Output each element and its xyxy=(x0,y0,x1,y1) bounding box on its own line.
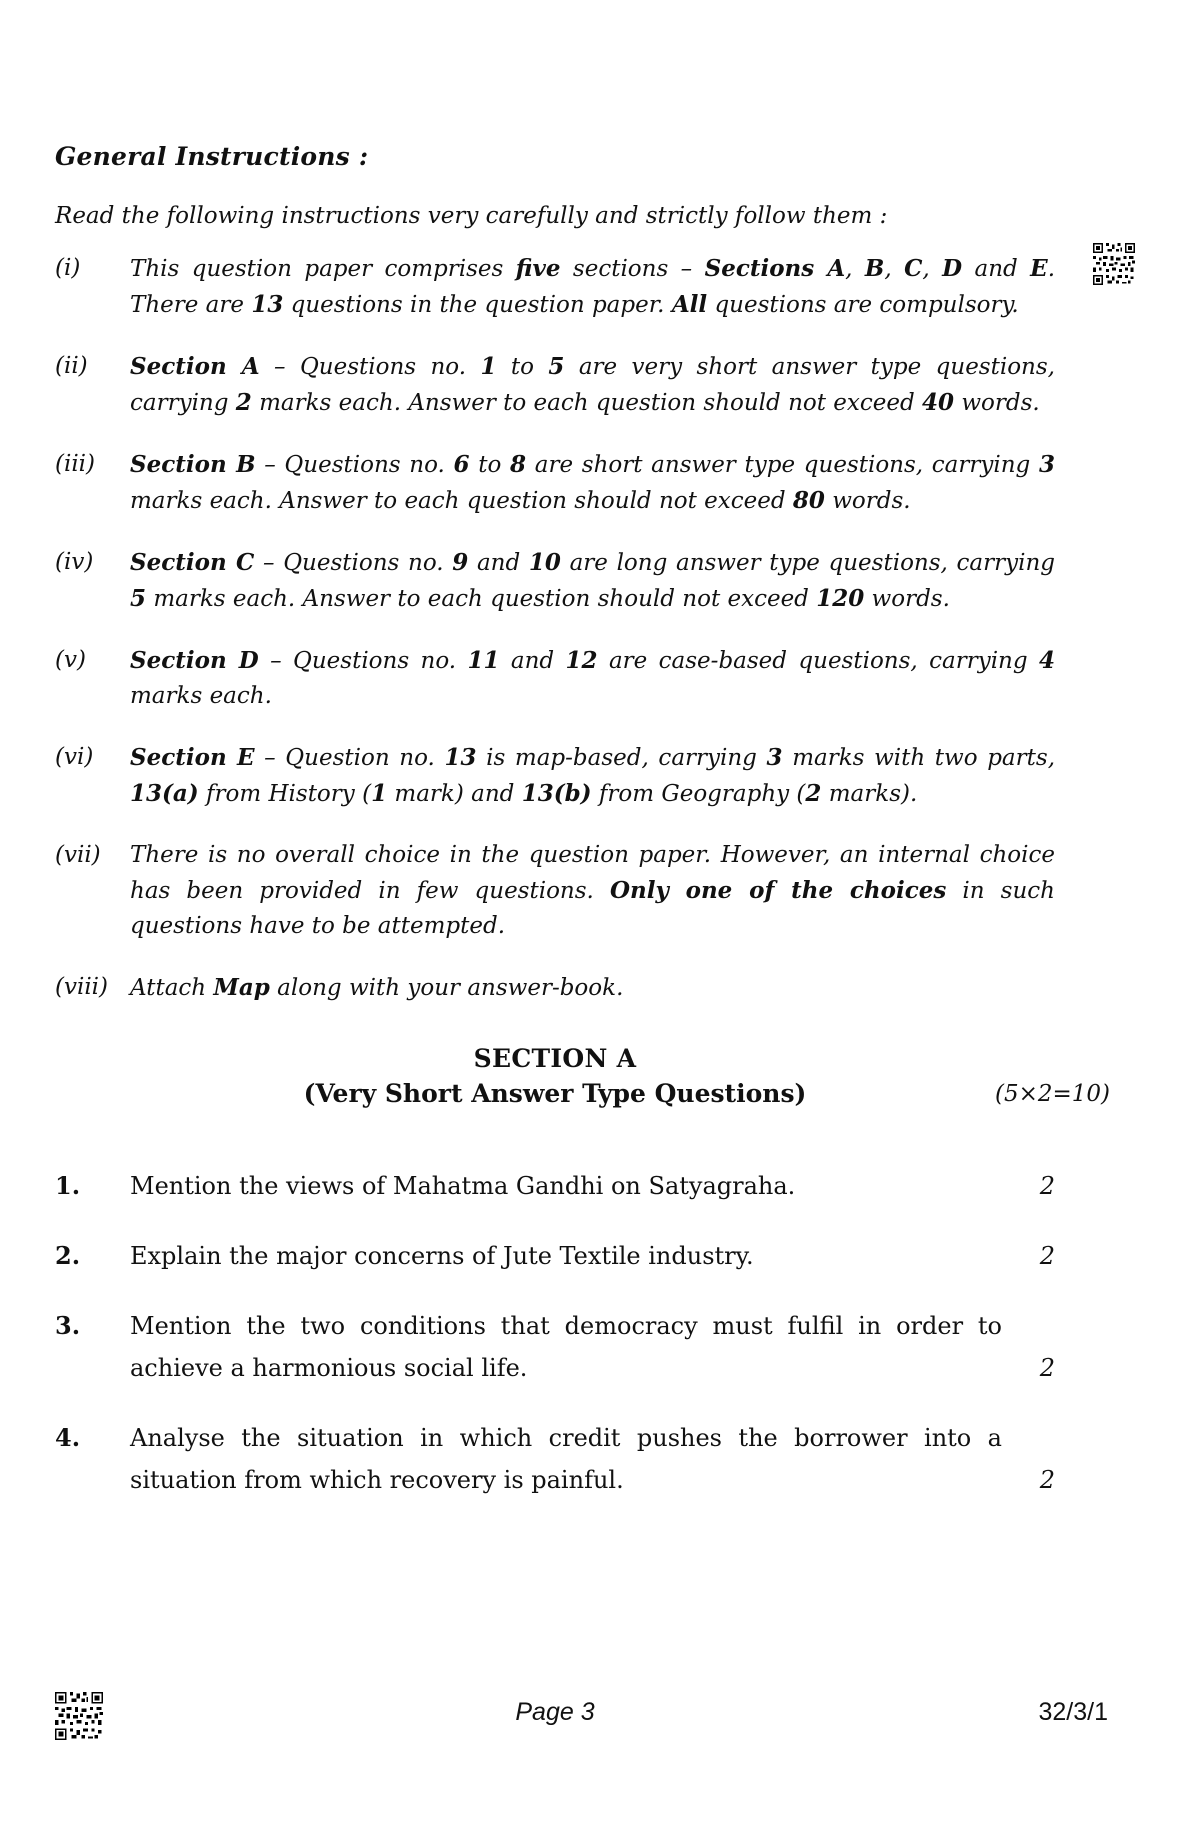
question-number: 2. xyxy=(55,1241,81,1270)
question-number: 4. xyxy=(55,1423,81,1452)
footer-paper-code: 32/3/1 xyxy=(1038,1698,1108,1726)
instruction-item xyxy=(55,545,1055,617)
instruction-label: (ii) xyxy=(55,353,88,379)
instruction-item xyxy=(55,447,1055,519)
instruction-label: (v) xyxy=(55,647,86,673)
instruction-label: (i) xyxy=(55,255,81,281)
section-a-subtitle-row xyxy=(55,1079,1110,1115)
instruction-text: This question paper comprises five sections – Sections A, B, C, D and E. There are 13 questions in the question paper. All questions are compulsory. xyxy=(130,255,1056,318)
question-marks: 2 xyxy=(1039,1172,1055,1200)
instructions-intro: Read the following instructions very carefully and strictly follow them : xyxy=(55,203,888,229)
instruction-item xyxy=(55,251,1055,323)
question-text: Mention the views of Mahatma Gandhi on Satyagraha. xyxy=(130,1172,796,1200)
instruction-item xyxy=(55,349,1055,421)
instruction-text: Section A – Questions no. 1 to 5 are very short answer type questions, carrying 2 marks each. Answer to each question should not exceed 40 words. xyxy=(130,353,1055,416)
question-marks: 2 xyxy=(1039,1466,1055,1494)
question-marks: 2 xyxy=(1039,1242,1055,1270)
footer-page-label: Page 3 xyxy=(515,1698,595,1726)
question-row xyxy=(55,1305,1055,1389)
question-marks: 2 xyxy=(1039,1354,1055,1382)
qr-code-icon xyxy=(1093,243,1135,285)
general-instructions-heading: General Instructions : xyxy=(55,142,369,171)
section-a-subtitle: (Very Short Answer Type Questions) xyxy=(303,1079,807,1108)
instruction-item xyxy=(55,838,1055,944)
question-number: 1. xyxy=(55,1171,81,1200)
question-number: 3. xyxy=(55,1311,81,1340)
instruction-text: There is no overall choice in the question paper. However, an internal choice has been provided in few questions. Only one of the choices in such questions have to be attempted. xyxy=(130,842,1055,939)
instruction-label: (iv) xyxy=(55,549,94,575)
instruction-text: Section C – Questions no. 9 and 10 are long answer type questions, carrying 5 marks each. Answer to each question should not exceed 120 words. xyxy=(130,549,1055,612)
section-a-marks-scheme: (5×2=10) xyxy=(994,1081,1110,1107)
instruction-label: (viii) xyxy=(55,974,109,1000)
instruction-text: Attach Map along with your answer-book. xyxy=(130,974,624,1001)
section-a-title: SECTION A xyxy=(473,1044,637,1073)
question-row xyxy=(55,1417,1055,1501)
instruction-text: Section E – Question no. 13 is map-based, carrying 3 marks with two parts, 13(a) from History (1 mark) and 13(b) from Geography (2 marks). xyxy=(130,744,1056,807)
question-text: Mention the two conditions that democracy must fulfil in order to achieve a harmonious social life. xyxy=(130,1312,1002,1382)
question-text: Analyse the situation in which credit pushes the borrower into a situation from which recovery is painful. xyxy=(130,1424,1002,1494)
questions-list xyxy=(55,1165,1055,1501)
instruction-text: Section B – Questions no. 6 to 8 are short answer type questions, carrying 3 marks each. Answer to each question should not exceed 80 words. xyxy=(130,451,1055,514)
instruction-item xyxy=(55,643,1055,714)
instruction-text: Section D – Questions no. 11 and 12 are case-based questions, carrying 4 marks each. xyxy=(130,647,1055,709)
instruction-label: (vii) xyxy=(55,842,101,868)
exam-paper-page xyxy=(0,142,1190,1825)
instruction-item xyxy=(55,740,1055,812)
question-row xyxy=(55,1235,1055,1277)
question-row xyxy=(55,1165,1055,1207)
instruction-label: (iii) xyxy=(55,451,96,477)
instructions-list xyxy=(55,251,1055,1006)
question-text: Explain the major concerns of Jute Textile industry. xyxy=(130,1242,754,1270)
instruction-label: (vi) xyxy=(55,744,94,770)
instruction-item xyxy=(55,970,1055,1006)
